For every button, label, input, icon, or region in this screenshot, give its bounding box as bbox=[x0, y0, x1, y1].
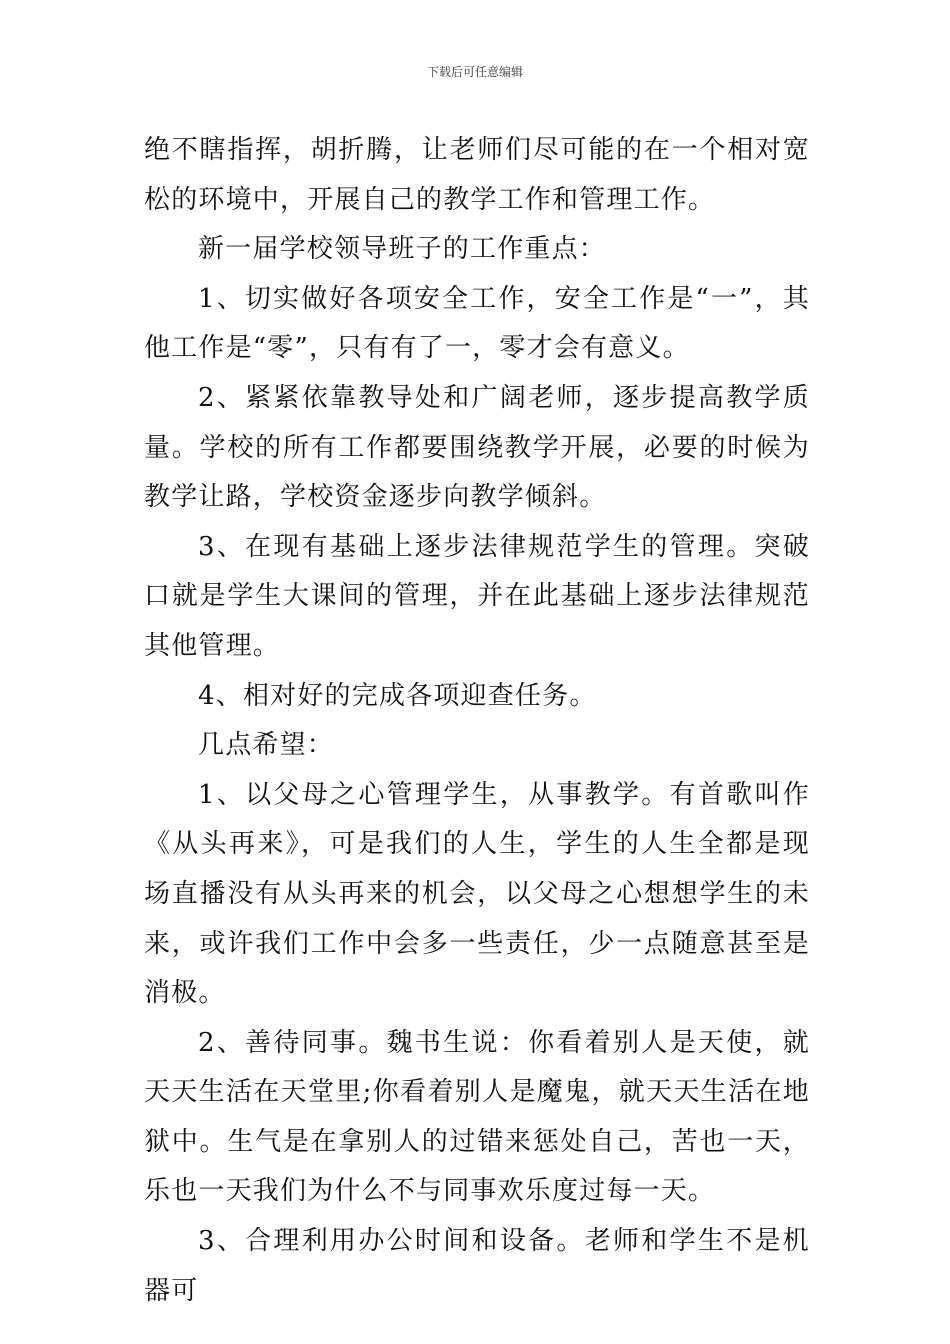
paragraph-point-4-inspection: 4、相对好的完成各项迎查任务。 bbox=[198, 680, 597, 711]
paragraph-hope-3-office-time: 3、合理利用办公时间和设备。老师和学生不是机器可 bbox=[144, 1226, 810, 1306]
paragraph-hopes-heading: 几点希望： bbox=[198, 730, 335, 761]
page-header: 下载后可任意编辑 bbox=[426, 65, 523, 79]
paragraph-point-2-teaching: 2、紧紧依靠教导处和广阔老师，逐步提高教学质量。学校的所有工作都要围绕教学开展，必要的时候为教学让路，学校资金逐步向教学倾斜。 bbox=[144, 382, 810, 513]
paragraph-hope-2-colleagues: 2、善待同事。魏书生说：你看着别人是天使，就天天生活在天堂里;你看着别人是魔鬼，就天天生活在地狱中。生气是在拿别人的过错来惩处自己，苦也一天，乐也一天我们为什么不与同事欢乐度过每一天。 bbox=[144, 1027, 810, 1207]
paragraph-point-3-management: 3、在现有基础上逐步法律规范学生的管理。突破口就是学生大课间的管理，并在此基础上逐步法律规范其他管理。 bbox=[144, 531, 810, 661]
paragraph-continuation: 绝不瞎指挥，胡折腾，让老师们尽可能的在一个相对宽松的环境中，开展自己的教学工作和管理工作。 bbox=[144, 135, 810, 215]
document-body bbox=[144, 126, 810, 1316]
paragraph-key-points-heading: 新一届学校领导班子的工作重点： bbox=[198, 234, 607, 265]
paragraph-point-1-safety: 1、切实做好各项安全工作，安全工作是“一”，其他工作是“零”，只有有了一，零才会有意义。 bbox=[144, 283, 810, 364]
paragraph-hope-1-parents-heart: 1、以父母之心管理学生，从事教学。有首歌叫作《从头再来》，可是我们的人生，学生的人生全都是现场直播没有从头再来的机会，以父母之心想想学生的未来，或许我们工作中会多一些责任，少一点随意甚至是消极。 bbox=[144, 779, 810, 1009]
